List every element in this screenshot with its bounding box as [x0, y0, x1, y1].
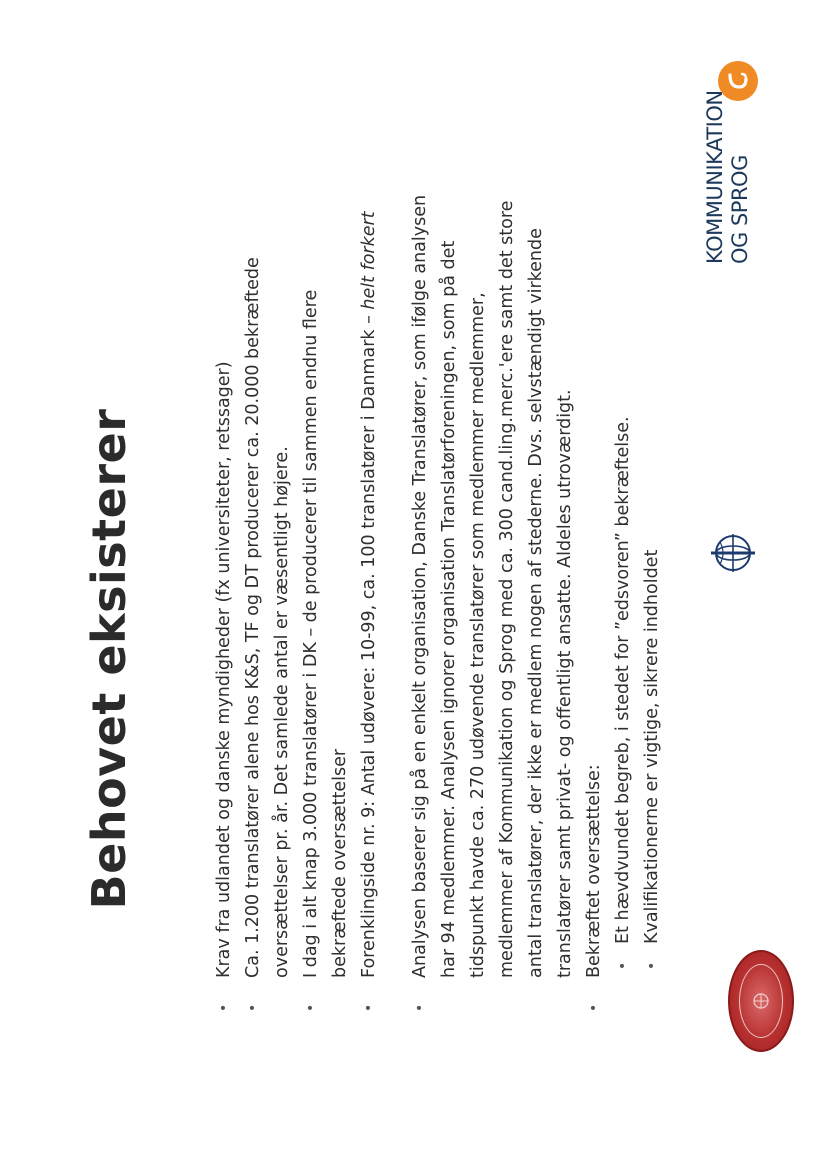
seal-logo	[728, 950, 794, 1052]
slide-title: Behovet eksisterer	[82, 408, 136, 910]
seal-emblem-icon	[730, 952, 792, 1050]
bullet-group-analysis	[406, 192, 667, 1012]
brand-mark-icon	[718, 61, 758, 101]
brand-name-line-1: KOMMUNIKATION	[703, 90, 727, 264]
bullet-group-requirements	[210, 192, 384, 1012]
confirmed-label: Bekræftet oversættelse:	[584, 764, 604, 978]
globe-icon	[708, 528, 758, 578]
brand-name-line-2: OG SPROG	[728, 155, 752, 264]
bullet-item-analysis: • Analysen baserer sig på en enkelt organisation, Danske Translatører, som ifølge analysen har 94 medlemmer. Analysen ignorer organisation Translatørforeningen, som på det tidspunkt havde ca. 270 udøvende translatører som medlemmer medlemmer, medlemmer af Kommunikation og Sprog med ca. 300 cand.ling.merc.'ere samt det store antal translatører, der ikke er medlem nogen af stederne. Dvs. selvstændigt virkende translatører samt privat- og offentligt ansatte. Aldeles utroværdigt.	[406, 192, 580, 1012]
sub-bullet-item: • Et hævdvundet begreb, i stedet for ”edsvoren” bekræftelse.	[609, 192, 638, 978]
company-logo	[700, 54, 770, 264]
emphasis-text: helt forkert	[359, 211, 379, 310]
bullet-item: • Krav fra udlandet og danske myndigheder (fx universiteter, retssager)	[210, 192, 239, 1012]
bullet-item-forenkling	[355, 192, 384, 1012]
confirmed-sublist	[609, 192, 667, 978]
sub-bullet-item: • Kvalifikationerne er vigtige, sikrere indholdet	[638, 192, 667, 978]
bullet-text: Forenklingside nr. 9: Antal udøvere: 10-99, ca. 100 translatører i Danmark –	[359, 309, 379, 978]
bullet-item-confirmed	[580, 192, 667, 1012]
bullet-item: • I dag i alt knap 3.000 translatører i DK – de producerer til sammen endnu flere bekræftede oversættelser	[297, 192, 355, 1012]
bullet-item: • Ca. 1.200 translatører alene hos K&S, TF og DT producerer ca. 20.000 bekræftede oversættelser pr. år. Det samlede antal er væsentligt højere.	[239, 192, 297, 1012]
